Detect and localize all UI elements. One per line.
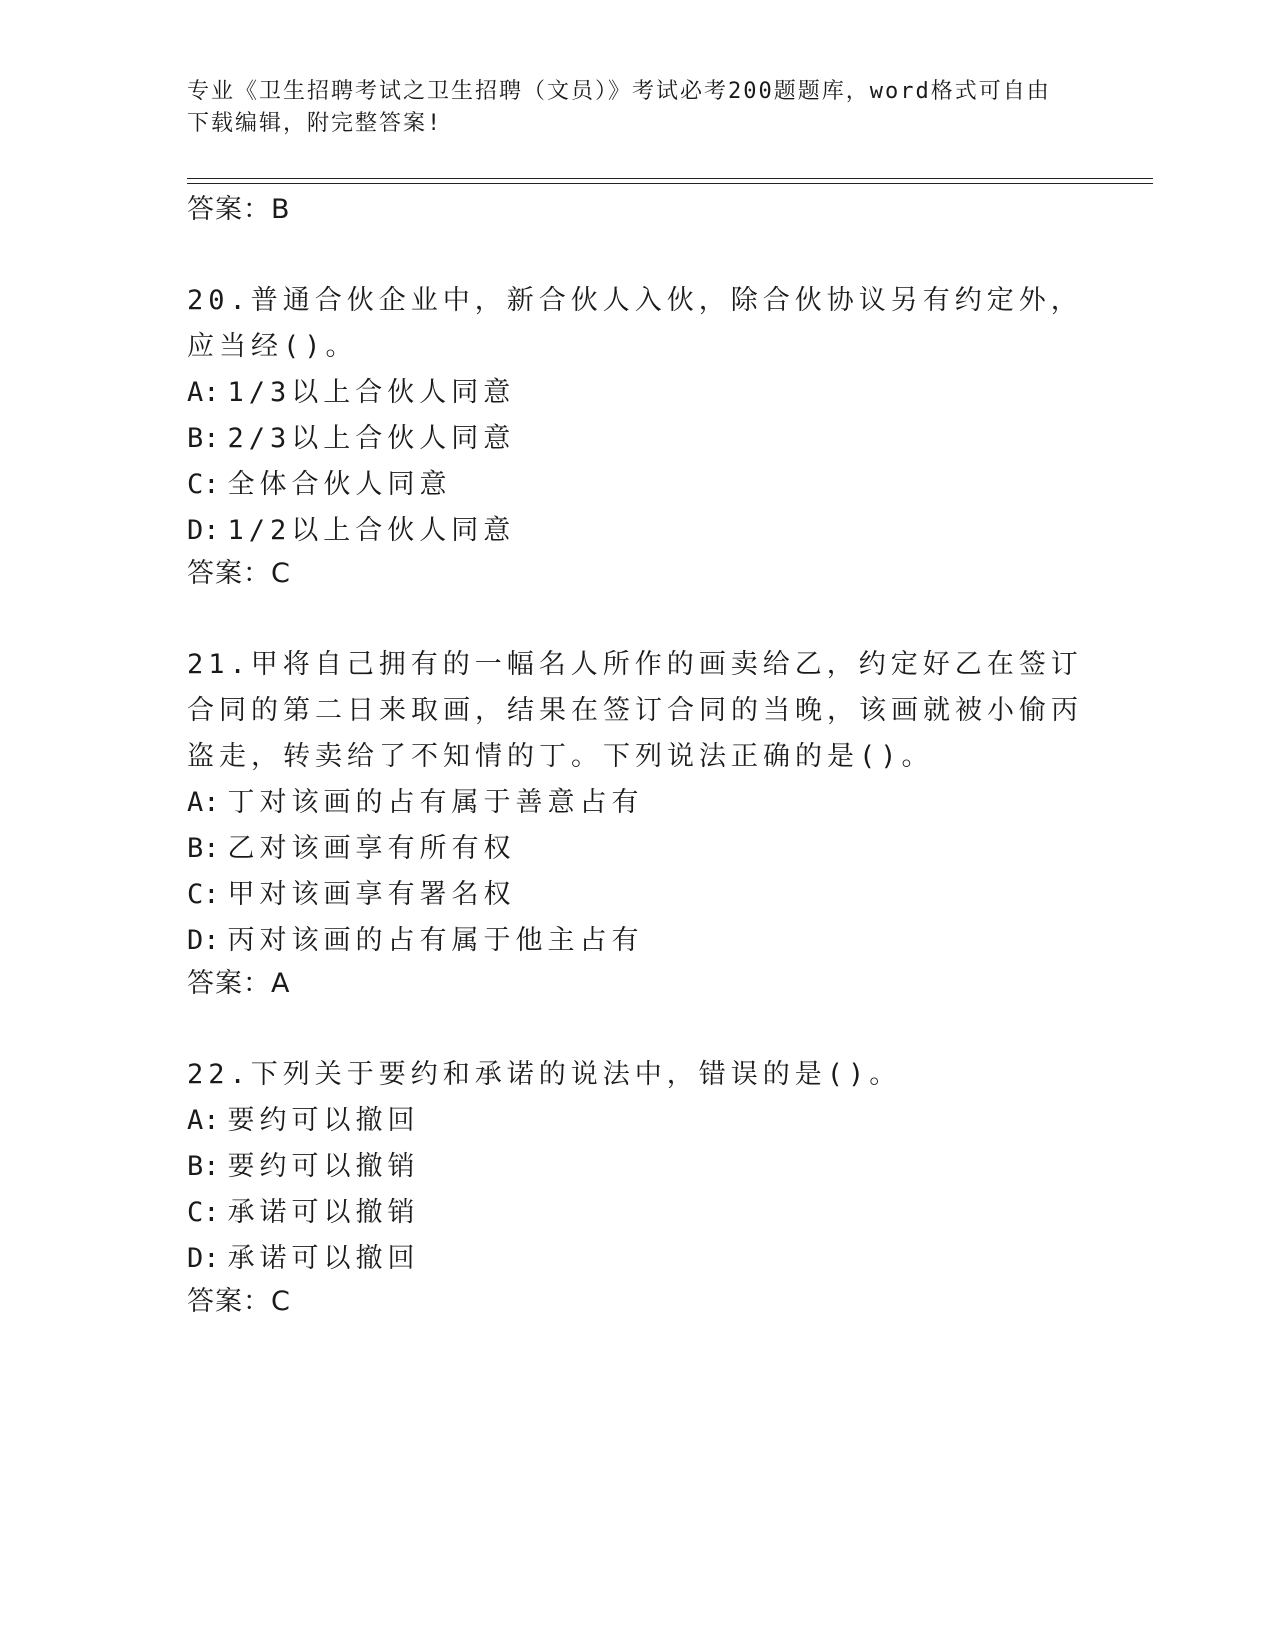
option-letter: D: bbox=[187, 925, 220, 956]
option-text: 乙对该画享有所有权 bbox=[227, 833, 516, 864]
option-text: 承诺可以撤销 bbox=[227, 1197, 420, 1228]
option-text: 丁对该画的占有属于善意占有 bbox=[227, 787, 644, 818]
option-b bbox=[187, 826, 1087, 872]
option-text: 要约可以撤回 bbox=[227, 1105, 420, 1136]
option-letter: A: bbox=[187, 377, 220, 408]
option-letter: A: bbox=[187, 1105, 220, 1136]
question-text: 20.普通合伙企业中，新合伙人入伙，除合伙协议另有约定外，应当经()。 bbox=[187, 285, 1083, 362]
option-c bbox=[187, 462, 1087, 508]
question-item bbox=[187, 1052, 1087, 1322]
option-a bbox=[187, 1098, 1087, 1144]
option-letter: B: bbox=[187, 1151, 220, 1182]
option-letter: A: bbox=[187, 787, 220, 818]
option-letter: C: bbox=[187, 879, 220, 910]
option-text: 要约可以撤销 bbox=[227, 1151, 420, 1182]
answer-line: 答案：C bbox=[187, 1286, 291, 1317]
option-letter: C: bbox=[187, 469, 220, 500]
option-c bbox=[187, 1190, 1087, 1236]
option-text: 甲对该画享有署名权 bbox=[227, 879, 516, 910]
answer-line: 答案：B bbox=[187, 194, 291, 225]
option-a bbox=[187, 780, 1087, 826]
header-divider bbox=[187, 178, 1153, 179]
option-text: 承诺可以撤回 bbox=[227, 1243, 420, 1274]
option-letter: C: bbox=[187, 1197, 220, 1228]
answer-line: 答案：A bbox=[187, 968, 291, 999]
question-list bbox=[187, 190, 1087, 1322]
option-text: 全体合伙人同意 bbox=[227, 469, 452, 500]
option-d bbox=[187, 1236, 1087, 1282]
page-header-title: 专业《卫生招聘考试之卫生招聘（文员）》考试必考200题题库，word格式可自由下载编辑，附完整答案! bbox=[187, 79, 1051, 136]
option-b bbox=[187, 1144, 1087, 1190]
option-letter: B: bbox=[187, 833, 220, 864]
option-c bbox=[187, 872, 1087, 918]
option-text: 丙对该画的占有属于他主占有 bbox=[227, 925, 644, 956]
answer-line: 答案：C bbox=[187, 558, 291, 589]
option-b bbox=[187, 416, 1087, 462]
option-letter: D: bbox=[187, 515, 220, 546]
question-text: 21.甲将自己拥有的一幅名人所作的画卖给乙，约定好乙在签订合同的第二日来取画，结果在签订合同的当晚，该画就被小偷丙盗走，转卖给了不知情的丁。下列说法正确的是()。 bbox=[187, 649, 1083, 772]
question-item bbox=[187, 278, 1087, 594]
option-a bbox=[187, 370, 1087, 416]
option-d bbox=[187, 508, 1087, 554]
option-text: 1/3以上合伙人同意 bbox=[227, 377, 516, 408]
header-divider-second bbox=[187, 183, 1153, 184]
option-letter: D: bbox=[187, 1243, 220, 1274]
option-d bbox=[187, 918, 1087, 964]
question-text: 22.下列关于要约和承诺的说法中，错误的是()。 bbox=[187, 1059, 902, 1090]
option-letter: B: bbox=[187, 423, 220, 454]
option-text: 1/2以上合伙人同意 bbox=[227, 515, 516, 546]
option-text: 2/3以上合伙人同意 bbox=[227, 423, 516, 454]
question-item bbox=[187, 642, 1087, 1004]
